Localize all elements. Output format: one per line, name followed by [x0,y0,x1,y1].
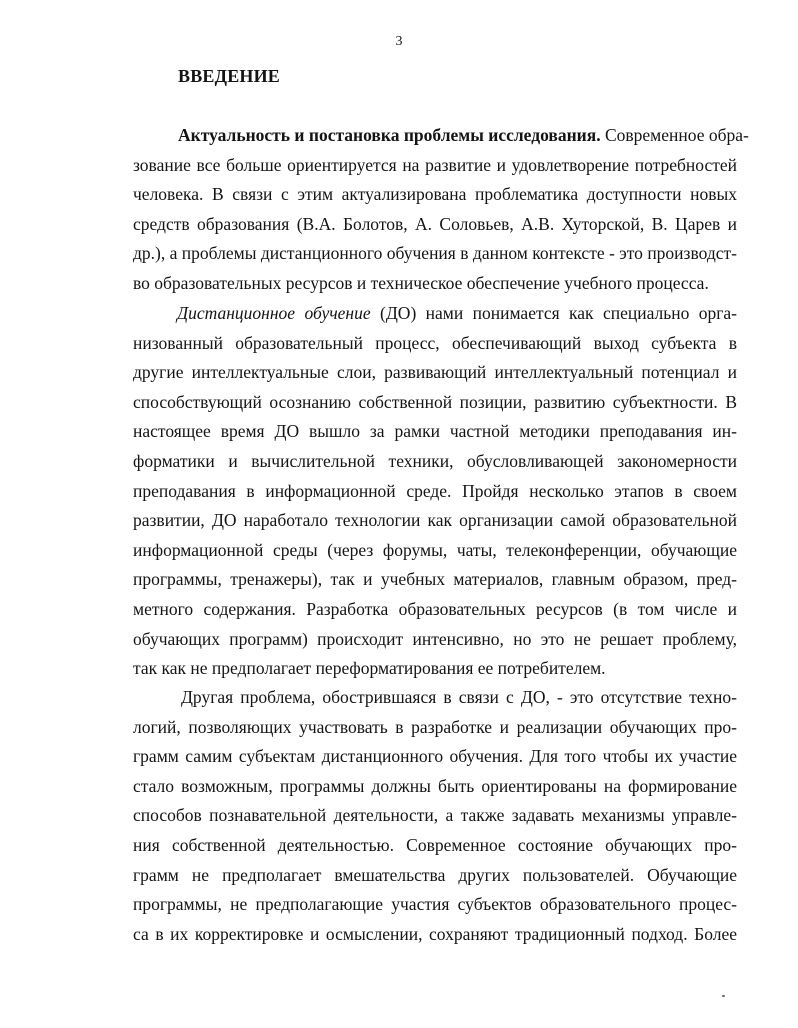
paragraph-distance-learning [133,299,737,684]
text-line: способов познавательной деятельности, а также задавать механизмы управле- [133,805,737,826]
text-line: др.), а проблемы дистанционного обучения в данном контексте - это производст- [133,243,737,264]
text-line [133,299,737,329]
line-text: (ДО) нами понимается как специально орга- [370,303,737,323]
text-line: са в их корректировке и осмыслении, сохраняют традиционный подход. Более [133,923,737,944]
text-line: низованный образовательный процесс, обеспечивающий выход субъекта в [133,332,737,353]
text-line: настоящее время ДО вышло за рамки частной методики преподавания ин- [133,421,737,442]
text-line: информационной среды (через форумы, чаты, телеконференции, обучающие [133,539,737,560]
text-line: грамм самим субъектам дистанционного обучения. Для того чтобы их участие [133,746,737,767]
text-line: зование все больше ориентируется на развитие и удовлетворение потребностей [133,154,737,175]
text-line: во образовательных ресурсов и техническое обеспечение учебного процесса. [133,272,709,293]
text-line [133,121,749,151]
text-line: развитии, ДО наработало технологии как организации самой образовательной [133,510,737,531]
text-line: средств образования (В.А. Болотов, А. Соловьев, А.В. Хуторской, В. Царев и [133,213,737,234]
text-line: форматики и вычислительной техники, обусловливающей закономерности [133,450,737,471]
paragraph-relevance [133,121,749,299]
text-line: так как не предполагает переформатирования ее потребителем. [133,658,606,679]
text-line: обучающих программ) происходит интенсивно, но это не решает проблему, [133,628,737,649]
text-line: метного содержания. Разработка образовательных ресурсов (в том числе и [133,598,737,619]
text-line: грамм не предполагает вмешательства других пользователей. Обучающие [133,864,737,885]
text-line: Другая проблема, обострившаяся в связи с ДО, - это отсутствие техно- [181,687,737,707]
scan-speck [722,995,725,997]
lead-bold-phrase: Актуальность и постановка проблемы исследования. [178,125,601,145]
text-line: программы, не предполагающие участия субъектов образовательного процес- [133,894,737,915]
lead-italic-term: Дистанционное обучение [177,303,371,323]
text-line: ния собственной деятельностью. Современное состояние обучающих про- [133,834,737,855]
text-line: способствующий осознанию собственной позиции, развитию субъектности. В [133,391,737,412]
text-line: логий, позволяющих участвовать в разработке и реализации обучающих про- [133,716,737,737]
text-line: преподавания в информационной среде. Пройдя несколько этапов в своем [133,480,737,501]
section-heading: ВВЕДЕНИЕ [178,66,281,86]
page-number: 3 [395,34,403,49]
text-line: другие интеллектуальные слои, развивающий интеллектуальный потенциал и [133,362,737,383]
text-line: стало возможным, программы должны быть ориентированы на формирование [133,775,737,796]
paragraph-other-problem [133,683,737,949]
text-line: программы, тренажеры), так и учебных материалов, главным образом, пред- [133,569,737,590]
text-line: человека. В связи с этим актуализирована проблематика доступности новых [133,184,737,205]
line-text: Современное обра- [600,125,749,145]
